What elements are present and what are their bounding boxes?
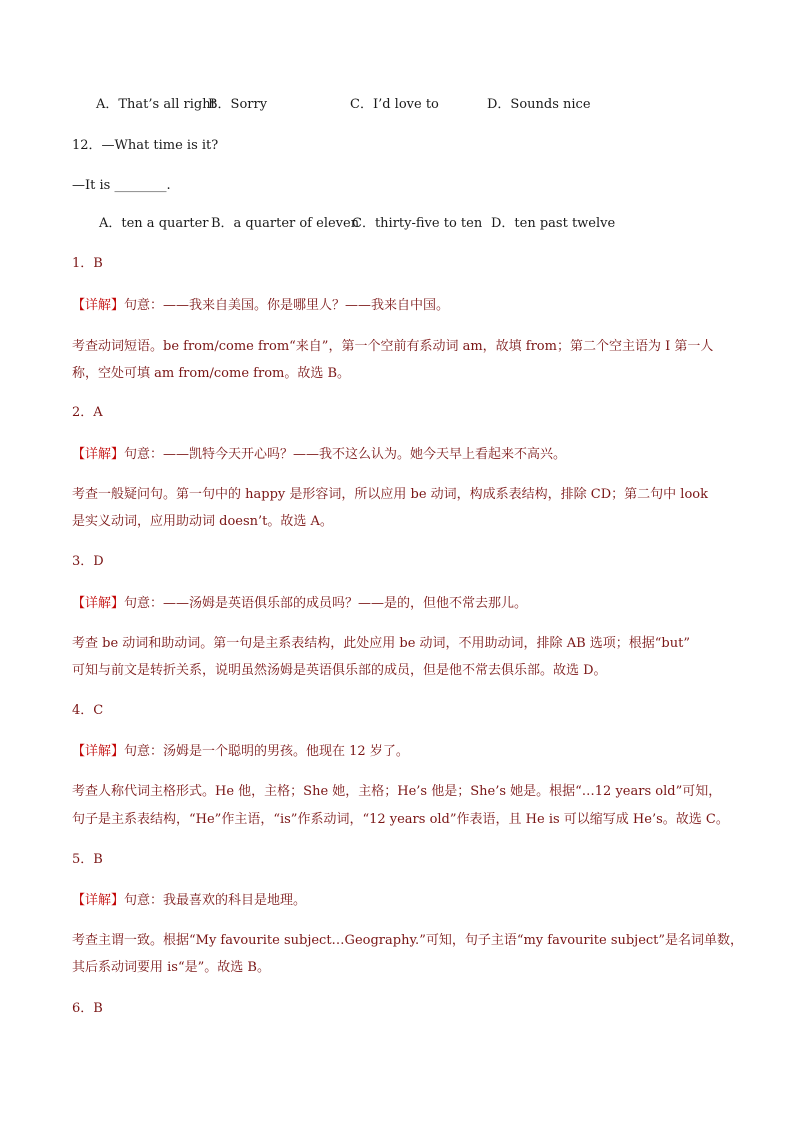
q12-option-b: B．a quarter of eleven (211, 216, 360, 231)
explanation-tag: 【详解】 (72, 596, 125, 611)
answer-explanation (72, 297, 449, 315)
q11-option-c: C．I’d love to (350, 97, 439, 112)
q11-option-d: D．Sounds nice (487, 97, 591, 112)
q12-option-a: A．ten a quarter (99, 216, 209, 231)
answer-translation: 句意：——我来自美国。你是哪里人？——我来自中国。 (124, 298, 450, 313)
explanation-tag: 【详解】 (72, 893, 125, 908)
answer-number: 2．A (72, 405, 103, 420)
answer-translation: 句意：——凯特今天开心吗？——我不这么认为。她今天早上看起来不高兴。 (124, 447, 567, 462)
answer-analysis-line: 考查人称代词主格形式。He 他，主格；She 她，主格；He’s 他是；She’s 她是。根据“…12 years old”可知， (72, 784, 722, 799)
q12-option-c: C．thirty-five to ten (352, 216, 483, 231)
answer-explanation (72, 595, 527, 613)
explanation-tag: 【详解】 (72, 298, 125, 313)
answer-explanation (72, 892, 306, 910)
answer-translation: 句意：汤姆是一个聪明的男孩。他现在 12 岁了。 (124, 744, 409, 759)
answer-explanation (72, 743, 409, 761)
answer-analysis-line: 考查 be 动词和助动词。第一句是主系表结构，此处应用 be 动词，不用助动词，排除 AB 选项；根据“but” (72, 636, 690, 651)
answer-number: 5．B (72, 852, 103, 867)
question-12-blank-line: —It is ________. (72, 178, 171, 193)
answer-number: 4．C (72, 703, 104, 718)
answer-translation: 句意：——汤姆是英语俱乐部的成员吗？——是的，但他不常去那儿。 (124, 596, 528, 611)
q11-option-a: A．That’s all right (96, 97, 216, 112)
q11-option-b: B．Sorry (208, 97, 268, 112)
answer-explanation (72, 446, 566, 464)
question-12-stem: 12．—What time is it? (72, 138, 219, 153)
answer-analysis-line: 句子是主系表结构，“He”作主语，“is”作系动词，“12 years old”作表语，且 He is 可以缩写成 He’s。故选 C。 (72, 812, 729, 827)
q12-option-d: D．ten past twelve (491, 216, 616, 231)
answer-analysis-line: 是实义动词，应用助动词 doesn’t。故选 A。 (72, 514, 333, 529)
answer-analysis-line: 考查一般疑问句。第一句中的 happy 是形容词，所以应用 be 动词，构成系表结构，排除 CD；第二句中 look (72, 487, 708, 502)
answer-analysis-line: 称，空处可填 am from/come from。故选 B。 (72, 366, 351, 381)
explanation-tag: 【详解】 (72, 447, 125, 462)
answer-translation: 句意：我最喜欢的科目是地理。 (124, 893, 307, 908)
answer-number: 6．B (72, 1001, 103, 1016)
answer-analysis-line: 其后系动词要用 is“是”。故选 B。 (72, 960, 270, 975)
answer-number: 1．B (72, 256, 103, 271)
answer-analysis-line: 考查动词短语。be from/come from“来自”，第一个空前有系动词 am，故填 from；第二个空主语为 I 第一人 (72, 339, 714, 354)
answer-number: 3．D (72, 554, 104, 569)
answer-analysis-line: 可知与前文是转折关系，说明虽然汤姆是英语俱乐部的成员，但是他不常去俱乐部。故选 D。 (72, 663, 607, 678)
explanation-tag: 【详解】 (72, 744, 125, 759)
answer-analysis-line: 考查主谓一致。根据“My favourite subject…Geography.”可知，句子主语“my favourite subject”是名词单数， (72, 933, 744, 948)
